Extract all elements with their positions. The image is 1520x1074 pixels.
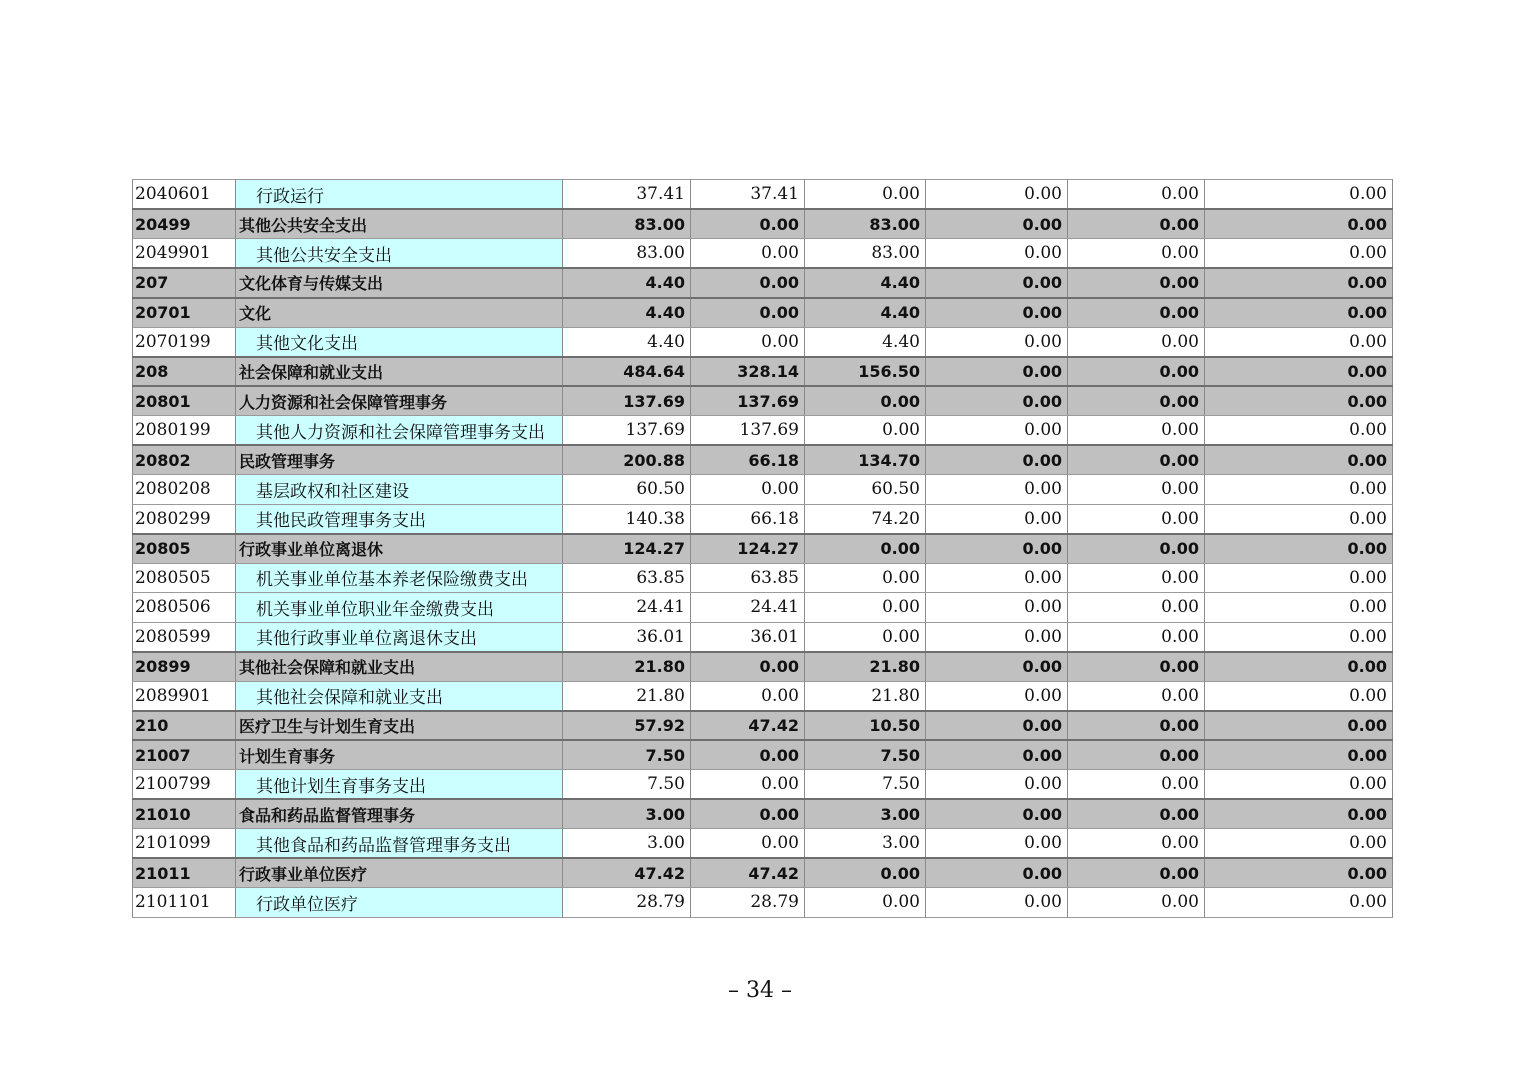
summary-row — [133, 740, 1393, 770]
basic-expenditure-cell: 0.00 — [691, 829, 805, 859]
project-expenditure-cell: 0.00 — [805, 534, 926, 564]
summary-row — [133, 268, 1393, 298]
column-6-cell: 0.00 — [1205, 829, 1393, 859]
summary-row — [133, 386, 1393, 416]
subject-name-cell: 其他人力资源和社会保障管理事务支出 — [236, 416, 563, 446]
column-4-cell: 0.00 — [926, 180, 1068, 210]
summary-row — [133, 652, 1393, 682]
column-4-cell: 0.00 — [926, 770, 1068, 800]
project-expenditure-cell: 21.80 — [805, 681, 926, 711]
subject-name-cell: 文化 — [236, 298, 563, 328]
total-cell: 7.50 — [563, 740, 691, 770]
total-cell: 36.01 — [563, 622, 691, 652]
column-4-cell: 0.00 — [926, 652, 1068, 682]
project-expenditure-cell: 83.00 — [805, 209, 926, 239]
column-5-cell: 0.00 — [1068, 445, 1205, 475]
project-expenditure-cell: 0.00 — [805, 180, 926, 210]
total-cell: 7.50 — [563, 770, 691, 800]
column-6-cell: 0.00 — [1205, 475, 1393, 505]
subject-name-cell: 行政单位医疗 — [236, 888, 563, 918]
column-4-cell: 0.00 — [926, 475, 1068, 505]
subject-code-cell: 2101099 — [133, 829, 236, 859]
basic-expenditure-cell: 0.00 — [691, 799, 805, 829]
column-6-cell: 0.00 — [1205, 239, 1393, 269]
column-4-cell: 0.00 — [926, 711, 1068, 741]
column-5-cell: 0.00 — [1068, 829, 1205, 859]
column-6-cell: 0.00 — [1205, 888, 1393, 918]
subject-code-cell: 21011 — [133, 858, 236, 888]
column-6-cell: 0.00 — [1205, 386, 1393, 416]
summary-row — [133, 298, 1393, 328]
project-expenditure-cell: 4.40 — [805, 298, 926, 328]
column-5-cell: 0.00 — [1068, 180, 1205, 210]
column-4-cell: 0.00 — [926, 209, 1068, 239]
column-5-cell: 0.00 — [1068, 298, 1205, 328]
column-4-cell: 0.00 — [926, 268, 1068, 298]
project-expenditure-cell: 4.40 — [805, 327, 926, 357]
subject-name-cell: 其他公共安全支出 — [236, 239, 563, 269]
basic-expenditure-cell: 28.79 — [691, 888, 805, 918]
basic-expenditure-cell: 0.00 — [691, 327, 805, 357]
total-cell: 200.88 — [563, 445, 691, 475]
subject-name-cell: 计划生育事务 — [236, 740, 563, 770]
column-6-cell: 0.00 — [1205, 504, 1393, 534]
table-row — [133, 475, 1393, 505]
total-cell: 484.64 — [563, 357, 691, 387]
project-expenditure-cell: 156.50 — [805, 357, 926, 387]
total-cell: 21.80 — [563, 681, 691, 711]
column-5-cell: 0.00 — [1068, 681, 1205, 711]
column-6-cell: 0.00 — [1205, 298, 1393, 328]
subject-code-cell: 2080199 — [133, 416, 236, 446]
subject-name-cell: 基层政权和社区建设 — [236, 475, 563, 505]
column-6-cell: 0.00 — [1205, 711, 1393, 741]
project-expenditure-cell: 7.50 — [805, 770, 926, 800]
column-4-cell: 0.00 — [926, 504, 1068, 534]
project-expenditure-cell: 74.20 — [805, 504, 926, 534]
column-5-cell: 0.00 — [1068, 534, 1205, 564]
subject-name-cell: 其他食品和药品监督管理事务支出 — [236, 829, 563, 859]
column-5-cell: 0.00 — [1068, 475, 1205, 505]
column-6-cell: 0.00 — [1205, 180, 1393, 210]
summary-row — [133, 445, 1393, 475]
total-cell: 3.00 — [563, 799, 691, 829]
basic-expenditure-cell: 328.14 — [691, 357, 805, 387]
column-6-cell: 0.00 — [1205, 799, 1393, 829]
basic-expenditure-cell: 0.00 — [691, 298, 805, 328]
subject-name-cell: 人力资源和社会保障管理事务 — [236, 386, 563, 416]
column-4-cell: 0.00 — [926, 829, 1068, 859]
column-4-cell: 0.00 — [926, 563, 1068, 593]
subject-code-cell: 21010 — [133, 799, 236, 829]
summary-row — [133, 209, 1393, 239]
column-5-cell: 0.00 — [1068, 593, 1205, 623]
subject-name-cell: 其他文化支出 — [236, 327, 563, 357]
subject-name-cell: 机关事业单位职业年金缴费支出 — [236, 593, 563, 623]
subject-code-cell: 2080505 — [133, 563, 236, 593]
column-5-cell: 0.00 — [1068, 711, 1205, 741]
column-4-cell: 0.00 — [926, 357, 1068, 387]
subject-code-cell: 20805 — [133, 534, 236, 564]
subject-name-cell: 食品和药品监督管理事务 — [236, 799, 563, 829]
project-expenditure-cell: 60.50 — [805, 475, 926, 505]
subject-code-cell: 210 — [133, 711, 236, 741]
column-4-cell: 0.00 — [926, 298, 1068, 328]
basic-expenditure-cell: 66.18 — [691, 445, 805, 475]
column-6-cell: 0.00 — [1205, 652, 1393, 682]
table-body — [133, 180, 1393, 918]
column-6-cell: 0.00 — [1205, 858, 1393, 888]
project-expenditure-cell: 21.80 — [805, 652, 926, 682]
total-cell: 63.85 — [563, 563, 691, 593]
subject-name-cell: 医疗卫生与计划生育支出 — [236, 711, 563, 741]
project-expenditure-cell: 0.00 — [805, 888, 926, 918]
subject-code-cell: 2101101 — [133, 888, 236, 918]
project-expenditure-cell: 134.70 — [805, 445, 926, 475]
column-4-cell: 0.00 — [926, 327, 1068, 357]
column-5-cell: 0.00 — [1068, 209, 1205, 239]
column-6-cell: 0.00 — [1205, 268, 1393, 298]
project-expenditure-cell: 83.00 — [805, 239, 926, 269]
subject-name-cell: 行政事业单位医疗 — [236, 858, 563, 888]
subject-name-cell: 其他计划生育事务支出 — [236, 770, 563, 800]
subject-name-cell: 其他行政事业单位离退休支出 — [236, 622, 563, 652]
column-4-cell: 0.00 — [926, 593, 1068, 623]
column-4-cell: 0.00 — [926, 799, 1068, 829]
table-row — [133, 622, 1393, 652]
column-6-cell: 0.00 — [1205, 770, 1393, 800]
total-cell: 124.27 — [563, 534, 691, 564]
column-6-cell: 0.00 — [1205, 622, 1393, 652]
project-expenditure-cell: 0.00 — [805, 563, 926, 593]
subject-code-cell: 2089901 — [133, 681, 236, 711]
subject-code-cell: 2080299 — [133, 504, 236, 534]
subject-name-cell: 机关事业单位基本养老保险缴费支出 — [236, 563, 563, 593]
subject-code-cell: 21007 — [133, 740, 236, 770]
subject-name-cell: 行政运行 — [236, 180, 563, 210]
summary-row — [133, 534, 1393, 564]
basic-expenditure-cell: 24.41 — [691, 593, 805, 623]
summary-row — [133, 357, 1393, 387]
column-5-cell: 0.00 — [1068, 357, 1205, 387]
basic-expenditure-cell: 0.00 — [691, 770, 805, 800]
table-row — [133, 239, 1393, 269]
column-4-cell: 0.00 — [926, 445, 1068, 475]
table-row — [133, 563, 1393, 593]
column-4-cell: 0.00 — [926, 681, 1068, 711]
basic-expenditure-cell: 47.42 — [691, 858, 805, 888]
subject-code-cell: 2049901 — [133, 239, 236, 269]
column-5-cell: 0.00 — [1068, 799, 1205, 829]
column-4-cell: 0.00 — [926, 386, 1068, 416]
basic-expenditure-cell: 66.18 — [691, 504, 805, 534]
basic-expenditure-cell: 0.00 — [691, 740, 805, 770]
total-cell: 28.79 — [563, 888, 691, 918]
subject-code-cell: 2070199 — [133, 327, 236, 357]
total-cell: 4.40 — [563, 327, 691, 357]
column-6-cell: 0.00 — [1205, 534, 1393, 564]
total-cell: 4.40 — [563, 268, 691, 298]
project-expenditure-cell: 0.00 — [805, 386, 926, 416]
subject-code-cell: 20802 — [133, 445, 236, 475]
summary-row — [133, 799, 1393, 829]
basic-expenditure-cell: 0.00 — [691, 475, 805, 505]
subject-name-cell: 文化体育与传媒支出 — [236, 268, 563, 298]
basic-expenditure-cell: 137.69 — [691, 386, 805, 416]
total-cell: 4.40 — [563, 298, 691, 328]
basic-expenditure-cell: 36.01 — [691, 622, 805, 652]
project-expenditure-cell: 7.50 — [805, 740, 926, 770]
project-expenditure-cell: 3.00 — [805, 799, 926, 829]
table-row — [133, 593, 1393, 623]
table-row — [133, 829, 1393, 859]
subject-name-cell: 其他公共安全支出 — [236, 209, 563, 239]
total-cell: 83.00 — [563, 209, 691, 239]
column-5-cell: 0.00 — [1068, 504, 1205, 534]
column-5-cell: 0.00 — [1068, 239, 1205, 269]
column-4-cell: 0.00 — [926, 888, 1068, 918]
table-row — [133, 770, 1393, 800]
total-cell: 37.41 — [563, 180, 691, 210]
column-5-cell: 0.00 — [1068, 386, 1205, 416]
project-expenditure-cell: 3.00 — [805, 829, 926, 859]
basic-expenditure-cell: 0.00 — [691, 209, 805, 239]
project-expenditure-cell: 4.40 — [805, 268, 926, 298]
subject-code-cell: 20701 — [133, 298, 236, 328]
column-4-cell: 0.00 — [926, 534, 1068, 564]
subject-code-cell: 207 — [133, 268, 236, 298]
summary-row — [133, 858, 1393, 888]
column-5-cell: 0.00 — [1068, 268, 1205, 298]
column-4-cell: 0.00 — [926, 416, 1068, 446]
total-cell: 21.80 — [563, 652, 691, 682]
subject-code-cell: 2080208 — [133, 475, 236, 505]
column-5-cell: 0.00 — [1068, 770, 1205, 800]
table-row — [133, 180, 1393, 210]
subject-name-cell: 其他民政管理事务支出 — [236, 504, 563, 534]
column-6-cell: 0.00 — [1205, 416, 1393, 446]
basic-expenditure-cell: 47.42 — [691, 711, 805, 741]
subject-code-cell: 208 — [133, 357, 236, 387]
total-cell: 137.69 — [563, 386, 691, 416]
project-expenditure-cell: 0.00 — [805, 593, 926, 623]
column-4-cell: 0.00 — [926, 239, 1068, 269]
column-5-cell: 0.00 — [1068, 740, 1205, 770]
total-cell: 57.92 — [563, 711, 691, 741]
table-row — [133, 504, 1393, 534]
column-5-cell: 0.00 — [1068, 416, 1205, 446]
column-6-cell: 0.00 — [1205, 209, 1393, 239]
column-6-cell: 0.00 — [1205, 327, 1393, 357]
total-cell: 24.41 — [563, 593, 691, 623]
subject-name-cell: 行政事业单位离退休 — [236, 534, 563, 564]
subject-code-cell: 2080599 — [133, 622, 236, 652]
project-expenditure-cell: 10.50 — [805, 711, 926, 741]
subject-code-cell: 20499 — [133, 209, 236, 239]
column-6-cell: 0.00 — [1205, 357, 1393, 387]
project-expenditure-cell: 0.00 — [805, 622, 926, 652]
column-5-cell: 0.00 — [1068, 563, 1205, 593]
project-expenditure-cell: 0.00 — [805, 858, 926, 888]
total-cell: 83.00 — [563, 239, 691, 269]
subject-code-cell: 2100799 — [133, 770, 236, 800]
basic-expenditure-cell: 0.00 — [691, 652, 805, 682]
total-cell: 3.00 — [563, 829, 691, 859]
total-cell: 137.69 — [563, 416, 691, 446]
summary-row — [133, 711, 1393, 741]
column-5-cell: 0.00 — [1068, 652, 1205, 682]
column-6-cell: 0.00 — [1205, 445, 1393, 475]
column-5-cell: 0.00 — [1068, 858, 1205, 888]
table-row — [133, 416, 1393, 446]
total-cell: 47.42 — [563, 858, 691, 888]
column-6-cell: 0.00 — [1205, 740, 1393, 770]
subject-name-cell: 其他社会保障和就业支出 — [236, 681, 563, 711]
basic-expenditure-cell: 0.00 — [691, 268, 805, 298]
subject-code-cell: 2080506 — [133, 593, 236, 623]
basic-expenditure-cell: 137.69 — [691, 416, 805, 446]
column-5-cell: 0.00 — [1068, 327, 1205, 357]
total-cell: 60.50 — [563, 475, 691, 505]
basic-expenditure-cell: 124.27 — [691, 534, 805, 564]
column-6-cell: 0.00 — [1205, 593, 1393, 623]
column-4-cell: 0.00 — [926, 740, 1068, 770]
column-5-cell: 0.00 — [1068, 888, 1205, 918]
table-row — [133, 327, 1393, 357]
basic-expenditure-cell: 63.85 — [691, 563, 805, 593]
subject-name-cell: 民政管理事务 — [236, 445, 563, 475]
project-expenditure-cell: 0.00 — [805, 416, 926, 446]
basic-expenditure-cell: 0.00 — [691, 681, 805, 711]
subject-code-cell: 2040601 — [133, 180, 236, 210]
basic-expenditure-cell: 0.00 — [691, 239, 805, 269]
column-4-cell: 0.00 — [926, 622, 1068, 652]
page-number: – 34 – — [728, 978, 792, 1003]
column-6-cell: 0.00 — [1205, 563, 1393, 593]
column-6-cell: 0.00 — [1205, 681, 1393, 711]
column-5-cell: 0.00 — [1068, 622, 1205, 652]
table-row — [133, 888, 1393, 918]
column-4-cell: 0.00 — [926, 858, 1068, 888]
budget-expenditure-table — [132, 179, 1393, 918]
subject-name-cell: 社会保障和就业支出 — [236, 357, 563, 387]
subject-name-cell: 其他社会保障和就业支出 — [236, 652, 563, 682]
basic-expenditure-cell: 37.41 — [691, 180, 805, 210]
subject-code-cell: 20899 — [133, 652, 236, 682]
total-cell: 140.38 — [563, 504, 691, 534]
subject-code-cell: 20801 — [133, 386, 236, 416]
table-row — [133, 681, 1393, 711]
